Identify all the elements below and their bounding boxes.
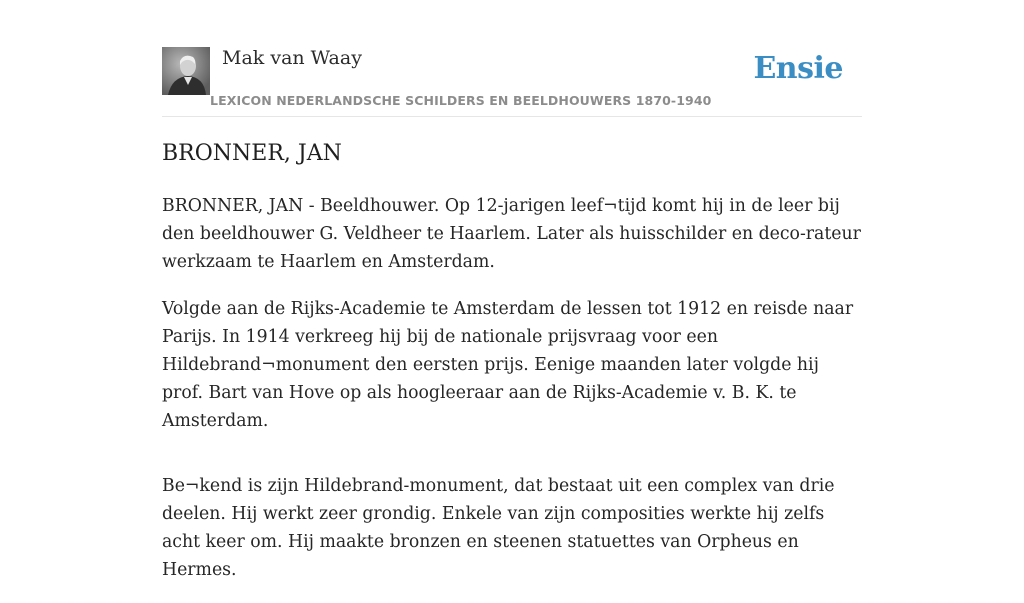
lexicon-link[interactable]: LEXICON NEDERLANDSCHE SCHILDERS EN BEELDHOUWERS 1870-1940: [210, 93, 712, 108]
article-paragraph-2: Volgde aan de Rijks-Academie te Amsterdam de lessen tot 1912 en reisde naar Parijs. In 1914 verkreeg hij bij de nationale prijsvraag voor een Hildebrand¬monument den eersten prijs. Eenige maanden later volgde hij prof. Bart van Hove op als hoogleeraar aan de Rijks-Academie v. B. K. te Amsterdam.: [162, 299, 854, 431]
author-portrait-icon: [162, 47, 210, 95]
article-paragraph-3: Be¬kend is zijn Hildebrand-monument, dat bestaat uit een complex van drie deelen. Hij werkt zeer grondig. Enkele van zijn composities werkte hij zelfs acht keer om. Hij maakte bronzen en steenen statuettes van Orpheus en Hermes.: [162, 476, 835, 580]
article-title: BRONNER, JAN: [162, 141, 342, 166]
article-paragraph-1: BRONNER, JAN - Beeldhouwer. Op 12-jarigen leef¬tijd komt hij in de leer bij den beeldhouwer G. Veldheer te Haarlem. Later als huisschilder en deco-rateur werkzaam te Haarlem en Amsterdam.: [162, 196, 861, 272]
ensie-logo[interactable]: Ensie: [753, 51, 843, 86]
header: [162, 0, 862, 117]
article-body: [162, 192, 862, 603]
author-avatar[interactable]: [162, 47, 210, 95]
author-name[interactable]: Mak van Waay: [222, 47, 362, 69]
